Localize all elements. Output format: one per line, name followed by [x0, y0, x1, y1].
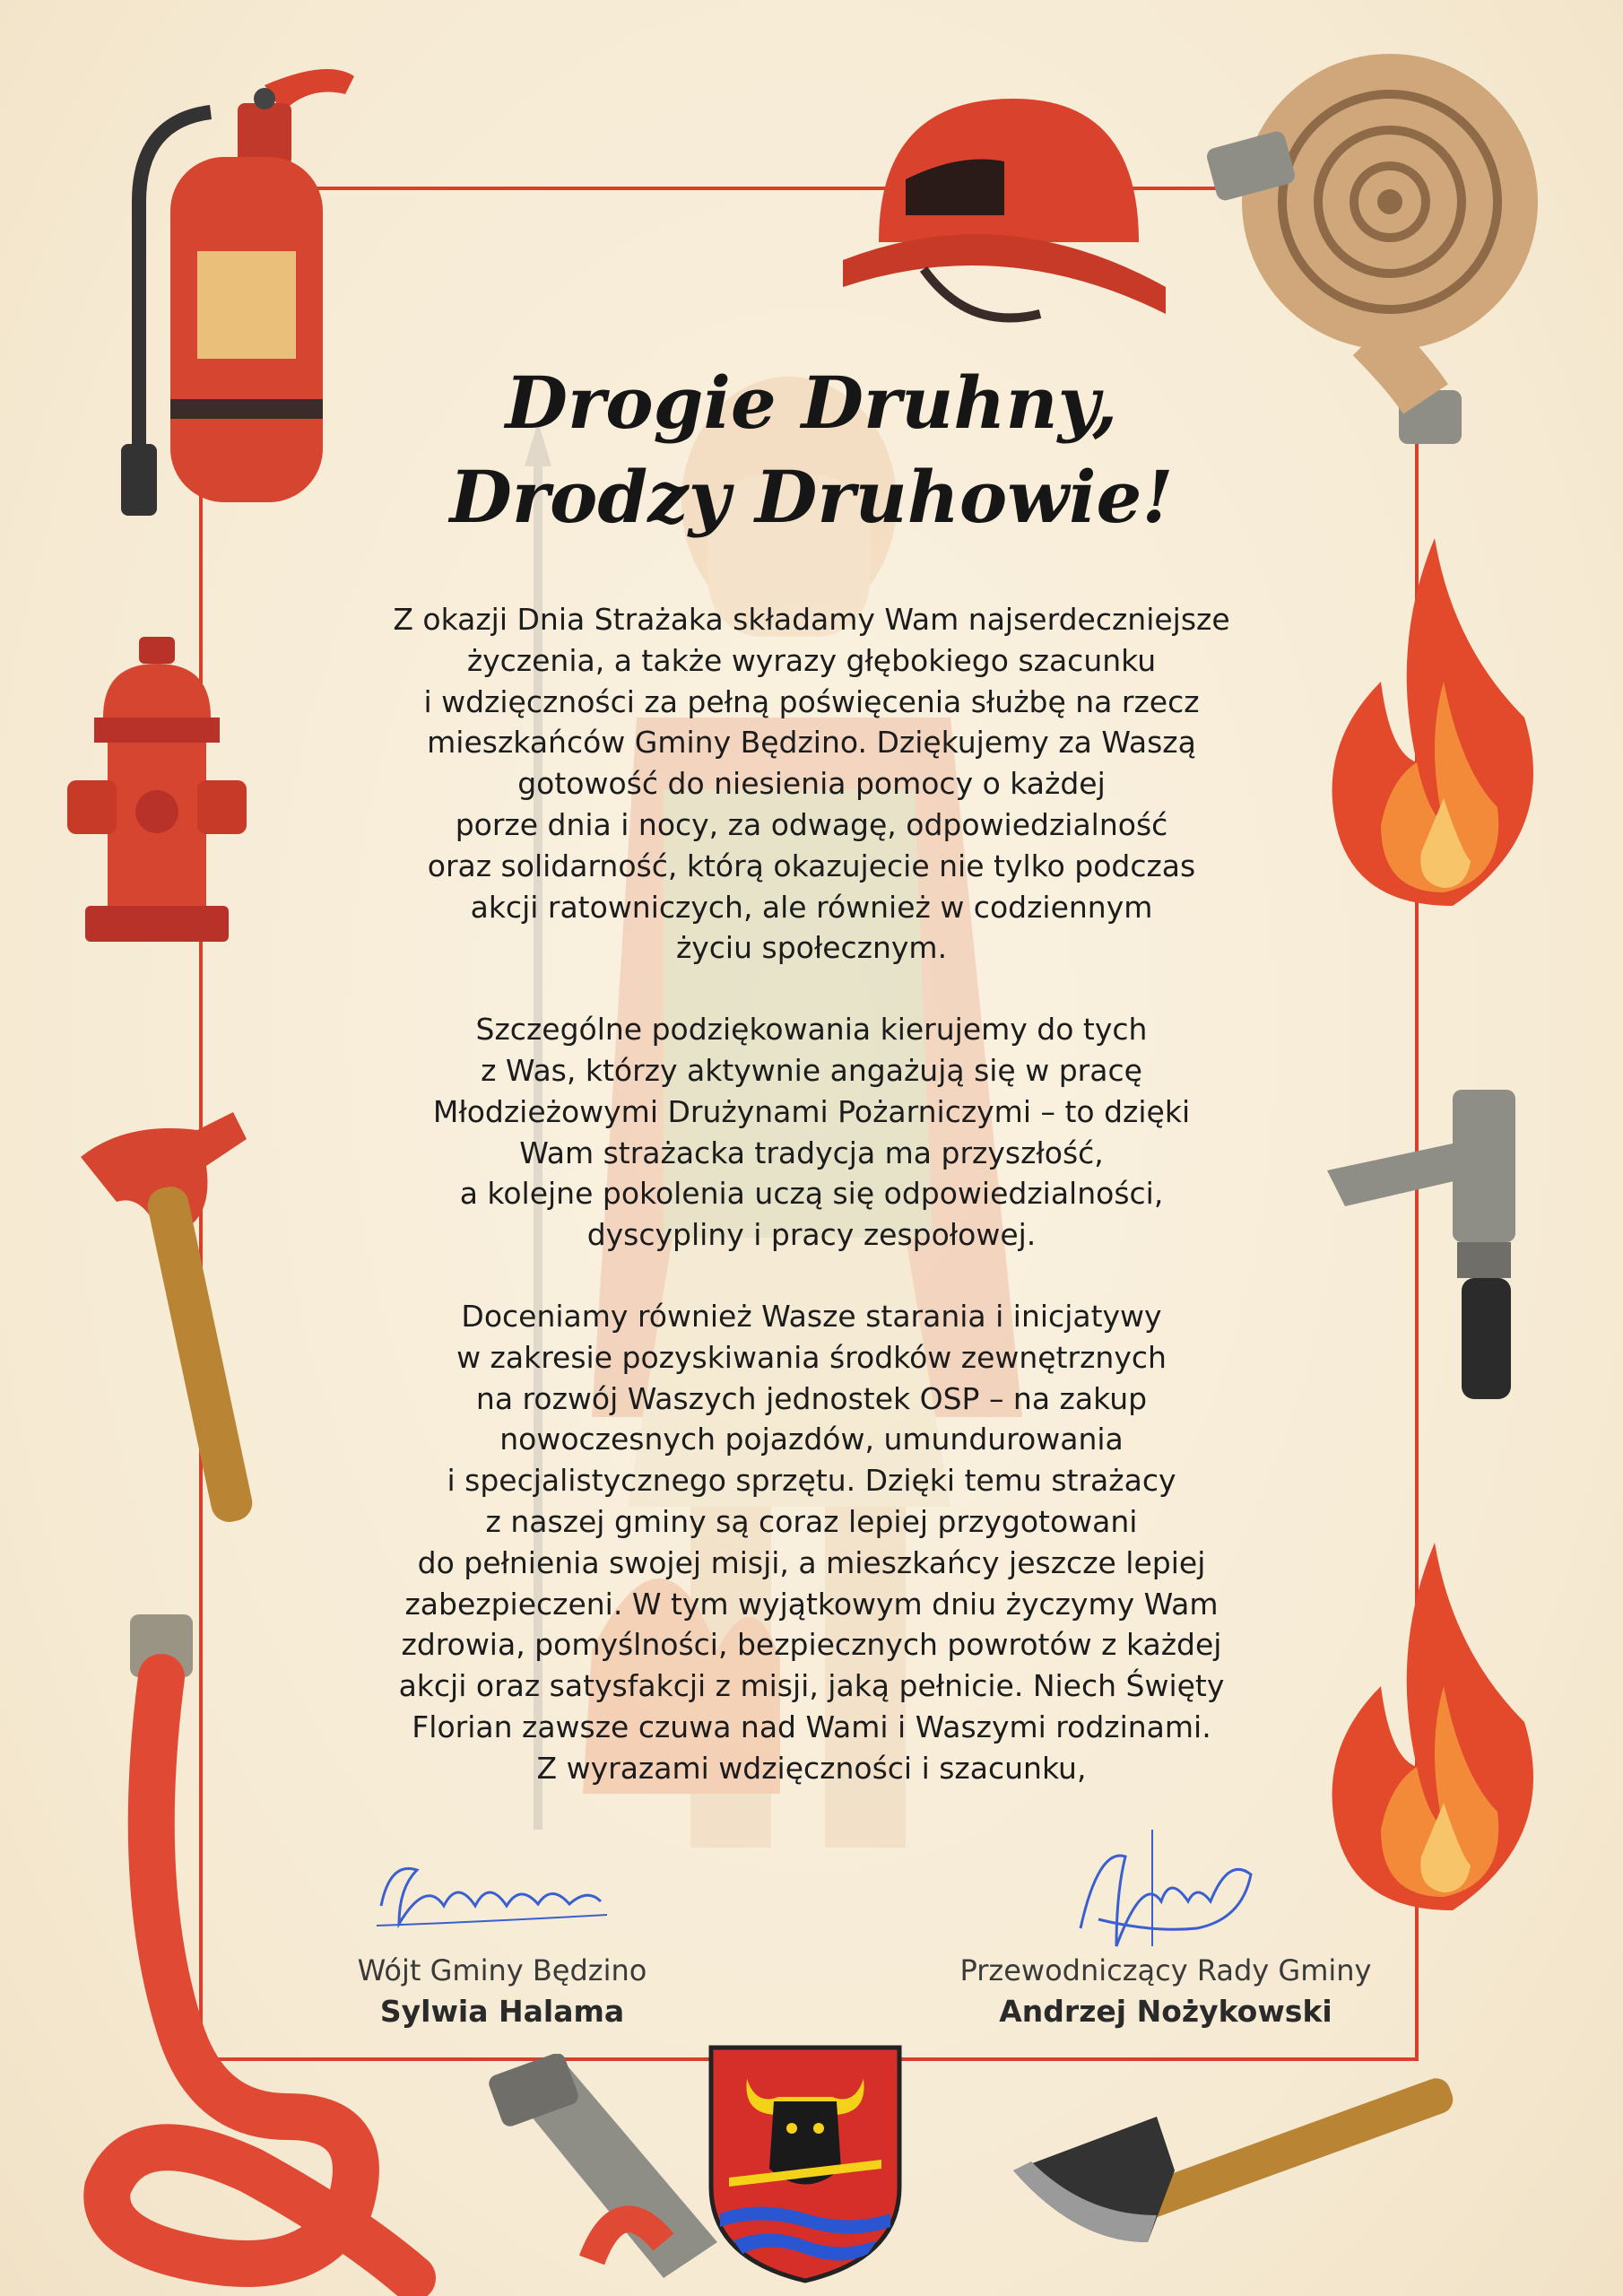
paragraph-2 [296, 1009, 1327, 1256]
coat-of-arms-icon [707, 2043, 904, 2285]
flame-icon [1318, 538, 1551, 915]
text-line: porze dnia i nocy, za odwagę, odpowiedzialność [455, 806, 1168, 842]
text-line: Doceniamy również Wasze starania i inicjatywy [461, 1298, 1162, 1334]
text-line: z Was, którzy aktywnie angażują się w pracę [481, 1052, 1142, 1088]
text-line: Młodzieżowymi Drużynami Pożarniczymi – to dzięki [432, 1093, 1191, 1129]
signatory-right-name: Andrzej Nożykowski [999, 1994, 1332, 2029]
text-line: na rozwój Waszych jednostek OSP – na zakup [475, 1380, 1148, 1416]
paragraph-3 [296, 1296, 1327, 1789]
text-line: mieszkańców Gminy Będzino. Dziękujemy za Waszą [427, 725, 1196, 761]
text-line: zdrowia, pomyślności, bezpiecznych powrotów z każdej [401, 1627, 1222, 1663]
text-line: Florian zawsze czuwa nad Wami i Waszymi rodzinami. [412, 1709, 1211, 1744]
text-line: dyscypliny i pracy zespołowej. [586, 1217, 1037, 1253]
text-line: życzenia, a także wyrazy głębokiego szacunku [466, 642, 1157, 678]
signatory-left-name: Sylwia Halama [379, 1994, 625, 2029]
text-line: gotowość do niesienia pomocy o każdej [517, 766, 1106, 802]
helmet-icon [825, 63, 1184, 332]
text-line: Wam strażacka tradycja ma przyszłość, [519, 1135, 1104, 1170]
text-line: Szczególne podziękowania kierujemy do tych [475, 1012, 1148, 1048]
nozzle-icon [1318, 1081, 1551, 1404]
axe-icon [995, 2036, 1462, 2287]
text-line: w zakresie pozyskiwania środków zewnętrznych [456, 1339, 1167, 1375]
text-line: Z okazji Dnia Strażaka składamy Wam najserdeczniejsze [393, 602, 1230, 637]
title-line-1: Drogie Druhny, [505, 361, 1118, 445]
flame-icon [1318, 1543, 1551, 1919]
text-line: i wdzięczności za pełną poświęcenia służbę na rzecz [423, 683, 1200, 719]
fire-hydrant-icon [67, 637, 247, 960]
paragraph-1 [296, 599, 1327, 969]
nozzle-icon [484, 2054, 735, 2287]
text-line: oraz solidarność, którą okazujecie nie tylko podczas [427, 848, 1196, 883]
axe-icon [63, 1103, 287, 1534]
text-line: zabezpieczeni. W tym wyjątkowym dniu życzymy Wam [404, 1586, 1219, 1622]
text-line: i specjalistycznego sprzętu. Dzięki temu strażacy [447, 1463, 1176, 1499]
text-line: nowoczesnych pojazdów, umundurowania [499, 1422, 1124, 1457]
text-line: akcji ratowniczych, ale również w codziennym [470, 889, 1153, 925]
letter-body [296, 599, 1327, 1789]
text-line: do pełnienia swojej misji, a mieszkańcy jeszcze lepiej [417, 1544, 1206, 1580]
title-line-2: Drodzy Druhowie! [449, 455, 1174, 539]
text-line: a kolejne pokolenia uczą się odpowiedzialności, [459, 1176, 1164, 1212]
signature-right [1063, 1821, 1269, 1955]
signature-left [372, 1852, 614, 1933]
text-line: akcji oraz satysfakcji z misji, jaką pełnicie. Niech Święty [398, 1668, 1225, 1704]
signatory-right-role: Przewodniczący Rady Gminy [959, 1953, 1372, 1987]
closing-line: Z wyrazami wdzięczności i szacunku, [536, 1750, 1087, 1786]
text-line: życiu społecznym. [675, 930, 948, 966]
text-line: z naszej gminy są coraz lepiej przygotowani [485, 1503, 1138, 1539]
signatory-left-role: Wójt Gminy Będzino [357, 1953, 647, 1987]
